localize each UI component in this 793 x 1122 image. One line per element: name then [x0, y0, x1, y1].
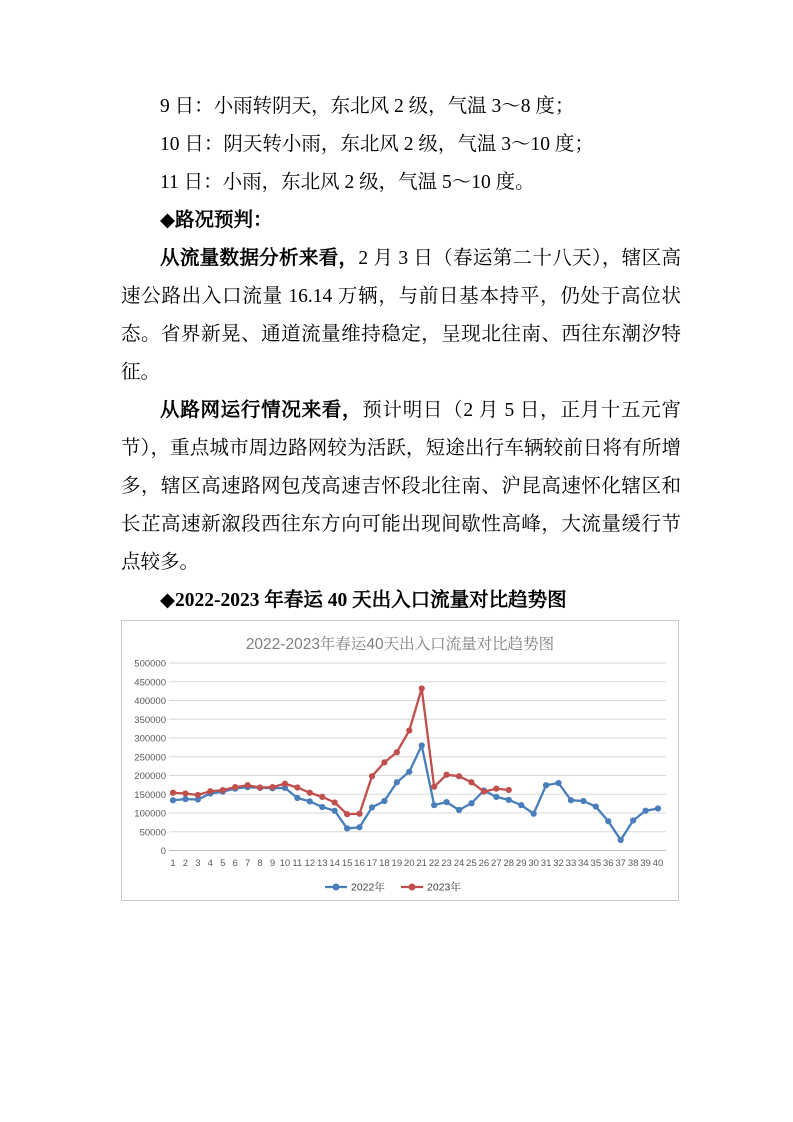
y-tick-label: 350000 — [134, 714, 166, 726]
legend-marker — [333, 884, 340, 891]
data-point — [344, 811, 350, 817]
y-tick-label: 150000 — [134, 789, 166, 801]
data-point — [170, 797, 176, 803]
legend-label: 2022年 — [351, 881, 385, 894]
x-tick-label: 29 — [515, 858, 527, 869]
data-point — [319, 794, 325, 800]
data-point — [394, 779, 400, 785]
paragraph-network-rest: 预计明日（2 月 5 日，正月十五元宵节），重点城市周边路网较为活跃，短途出行车辆较前日将有所增多，辖区高速路网包茂高速吉怀段北往南、沪昆高速怀化辖区和长芷高速新溆段西往东方向可能出现间歇性高峰，大流量缓行节点较多。 — [121, 400, 681, 573]
x-tick-label: 22 — [428, 858, 440, 869]
data-point — [543, 782, 549, 788]
data-point — [493, 794, 499, 800]
flow-chart-container — [121, 620, 679, 901]
data-point — [431, 784, 437, 790]
data-point — [356, 811, 362, 817]
data-point — [506, 787, 512, 793]
legend-item-2022年 — [325, 881, 385, 894]
data-point — [344, 825, 350, 831]
data-point — [406, 727, 412, 733]
x-tick-label: 31 — [540, 858, 552, 869]
x-tick-label: 21 — [416, 858, 428, 869]
x-tick-label: 11 — [292, 858, 303, 869]
x-tick-label: 27 — [491, 858, 502, 869]
data-point — [443, 799, 449, 805]
weather-line-2: 10 日：阴天转小雨，东北风 2 级，气温 3～10 度； — [160, 134, 594, 155]
data-point — [257, 784, 263, 790]
y-tick-label: 50000 — [139, 827, 166, 839]
chart-title: 2022-2023年春运40天出入口流量对比趋势图 — [245, 636, 555, 653]
x-tick-label: 19 — [391, 858, 403, 869]
data-point — [394, 749, 400, 755]
data-point — [605, 818, 611, 824]
x-tick-label: 14 — [329, 858, 340, 869]
section-heading: ◆路况预判： — [160, 210, 273, 231]
y-tick-label: 200000 — [134, 771, 166, 782]
series-2022年 — [170, 742, 661, 843]
x-tick-label: 35 — [590, 858, 602, 869]
paragraph-network-analysis — [121, 392, 681, 582]
data-point — [170, 790, 176, 796]
body-text — [121, 88, 681, 620]
data-point — [642, 808, 648, 814]
weather-line-1: 9 日：小雨转阴天，东北风 2 级，气温 3～8 度； — [160, 96, 575, 117]
data-point — [381, 759, 387, 765]
data-point — [431, 802, 437, 808]
data-point — [307, 790, 313, 796]
data-point — [232, 784, 238, 790]
data-point — [207, 788, 213, 794]
data-point — [381, 798, 387, 804]
x-tick-label: 18 — [379, 858, 390, 869]
x-tick-label: 38 — [627, 858, 639, 869]
data-point — [356, 824, 362, 830]
data-point — [269, 784, 275, 790]
x-tick-label: 37 — [615, 858, 626, 869]
data-point — [245, 782, 251, 788]
x-tick-label: 34 — [578, 858, 589, 869]
legend-marker — [409, 884, 416, 891]
data-point — [506, 797, 512, 803]
x-tick-label: 16 — [354, 858, 365, 869]
data-point — [419, 742, 425, 748]
y-tick-label: 0 — [160, 846, 166, 857]
data-point — [468, 779, 474, 785]
data-point — [443, 772, 449, 778]
x-tick-label: 28 — [503, 858, 515, 869]
x-tick-label: 10 — [279, 858, 291, 869]
data-point — [294, 795, 300, 801]
series-2023年 — [170, 685, 512, 817]
data-point — [369, 804, 375, 810]
x-tick-label: 36 — [602, 858, 614, 869]
x-tick-label: 25 — [466, 858, 477, 869]
data-point — [593, 804, 599, 810]
paragraph-flow-analysis — [121, 240, 681, 392]
data-point — [182, 790, 188, 796]
data-point — [531, 811, 537, 817]
chart-caption: ◆2022-2023 年春运 40 天出入口流量对比趋势图 — [160, 590, 567, 611]
x-tick-label: 40 — [652, 858, 664, 869]
x-tick-label: 39 — [640, 858, 651, 869]
x-tick-label: 15 — [341, 858, 353, 869]
data-point — [332, 808, 338, 814]
data-point — [481, 789, 487, 795]
y-tick-label: 100000 — [134, 808, 166, 820]
x-tick-label: 5 — [220, 858, 226, 869]
data-point — [195, 792, 201, 798]
x-tick-label: 8 — [257, 858, 263, 869]
series-line — [173, 746, 658, 841]
flow-chart-svg — [122, 621, 678, 900]
legend-label: 2023年 — [427, 881, 461, 894]
data-point — [332, 799, 338, 805]
data-point — [493, 786, 499, 792]
x-tick-label: 32 — [553, 858, 564, 869]
y-tick-label: 500000 — [134, 658, 166, 670]
x-tick-label: 26 — [478, 858, 490, 869]
paragraph-flow-rest: 2 月 3 日（春运第二十八天），辖区高速公路出入口流量 16.14 万辆，与前日基本持平，仍处于高位状态。省界新晃、通道流量维持稳定，呈现北往南、西往东潮汐特征。 — [121, 248, 681, 383]
x-tick-label: 7 — [244, 858, 251, 869]
paragraph-flow-lead: 从流量数据分析来看， — [160, 248, 359, 269]
data-point — [319, 804, 325, 810]
data-point — [468, 800, 474, 806]
data-point — [220, 787, 226, 793]
x-tick-label: 33 — [565, 858, 577, 869]
data-point — [456, 773, 462, 779]
x-tick-label: 13 — [316, 858, 328, 869]
paragraph-network-lead: 从路网运行情况来看， — [160, 400, 363, 421]
x-tick-label: 12 — [304, 858, 316, 869]
data-point — [406, 769, 412, 775]
data-point — [456, 807, 462, 813]
x-tick-label: 17 — [366, 858, 378, 869]
data-point — [630, 817, 636, 823]
data-point — [369, 773, 375, 779]
legend-item-2023年 — [401, 881, 461, 894]
data-point — [294, 784, 300, 790]
x-tick-label: 20 — [403, 858, 415, 869]
x-tick-label: 9 — [269, 858, 276, 869]
data-point — [555, 780, 561, 786]
data-point — [182, 796, 188, 802]
data-point — [568, 797, 574, 803]
y-tick-label: 300000 — [134, 733, 166, 745]
data-point — [419, 685, 425, 691]
x-tick-label: 2 — [182, 858, 189, 869]
x-tick-label: 23 — [441, 858, 452, 869]
y-tick-label: 400000 — [134, 696, 166, 707]
x-tick-label: 6 — [232, 858, 238, 869]
y-tick-label: 450000 — [134, 677, 166, 689]
y-tick-label: 250000 — [134, 752, 166, 764]
x-tick-label: 4 — [207, 858, 213, 869]
weather-line-3: 11 日：小雨，东北风 2 级，气温 5～10 度。 — [160, 172, 535, 193]
series-line — [173, 689, 509, 815]
data-point — [518, 802, 524, 808]
data-point — [618, 837, 624, 843]
data-point — [655, 805, 661, 811]
x-tick-label: 1 — [170, 858, 176, 869]
x-tick-label: 24 — [453, 858, 465, 869]
x-tick-label: 3 — [195, 858, 201, 869]
data-point — [580, 798, 586, 804]
x-tick-label: 30 — [528, 858, 539, 869]
data-point — [282, 781, 288, 787]
data-point — [307, 798, 313, 804]
